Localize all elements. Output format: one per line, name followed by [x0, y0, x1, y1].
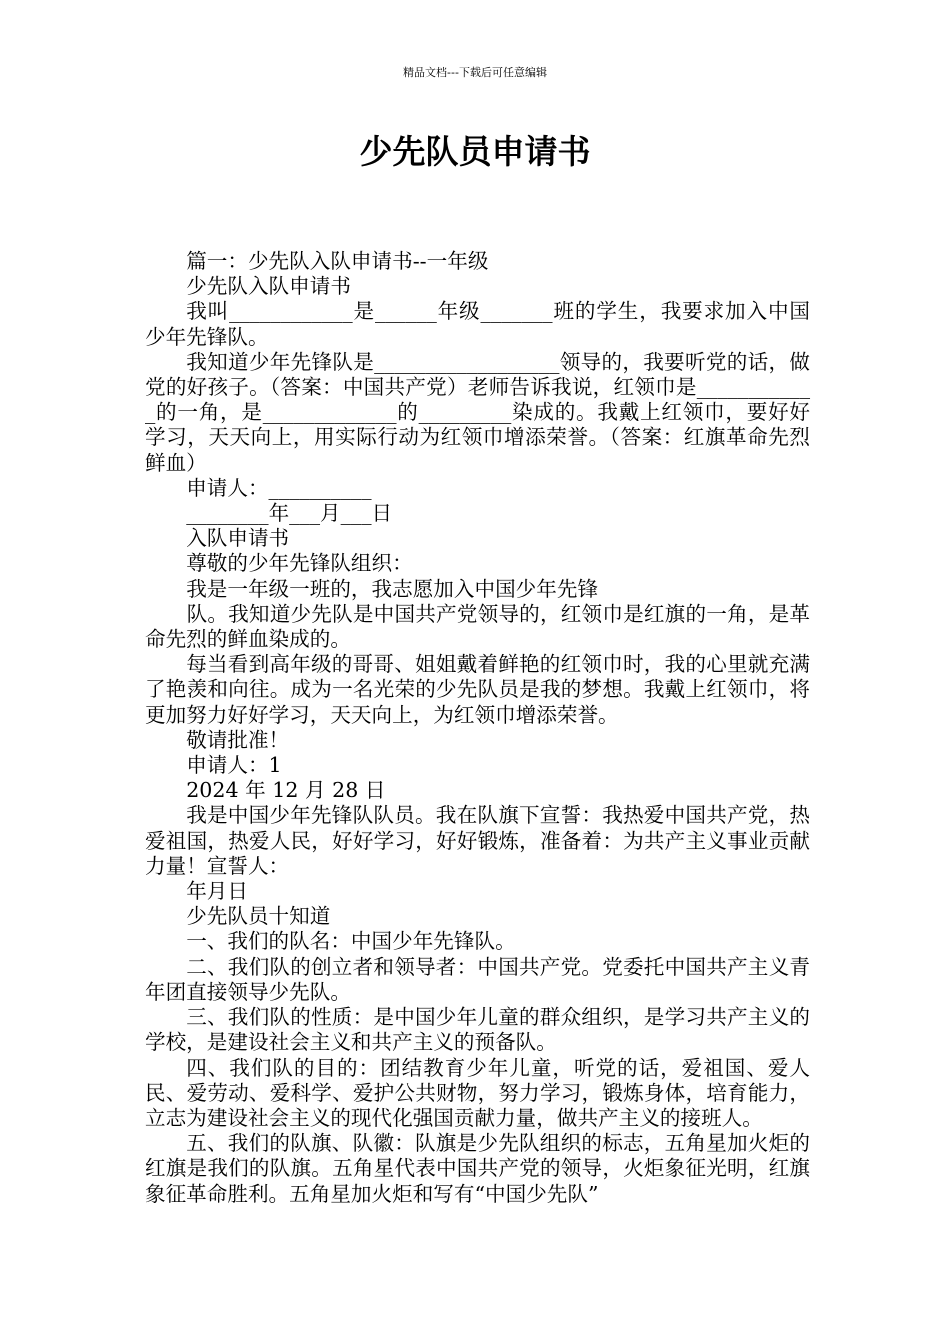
paragraph-form-date: ________年___月___日 — [186, 501, 393, 526]
paragraph-ten-facts-heading: 少先队员十知道 — [186, 904, 331, 929]
paragraph-fact-4: 四、我们队的目的：团结教育少年儿童，听党的话，爱祖国、爱人民、爱劳动、爱科学、爱护公共财物，努力学习，锻炼身体，培育能力，立志为建设社会主义的现代化强国贡献力量，做共产主义的接班人。 — [145, 1055, 810, 1130]
paragraph-form-title: 少先队入队申请书 — [186, 274, 351, 299]
page-header: 精品文档---下载后可任意编辑 — [403, 66, 547, 79]
paragraph-letter-intro: 我是一年级一班的，我志愿加入中国少年先锋 — [186, 576, 599, 601]
paragraph-form-intro: 我叫____________是______年级_______班的学生，我要求加入中国少年先锋队。 — [145, 299, 810, 349]
paragraph-oath-date: 年月日 — [186, 879, 248, 904]
paragraph-fact-2: 二、我们队的创立者和领导者：中国共产党。党委托中国共产主义青年团直接领导少先队。 — [145, 954, 810, 1004]
paragraph-letter-date: 2024 年 12 月 28 日 — [186, 778, 386, 803]
paragraph-section-heading: 篇一：少先队入队申请书--一年级 — [186, 249, 489, 273]
paragraph-letter-aspiration: 每当看到高年级的哥哥、姐姐戴着鲜艳的红领巾时，我的心里就充满了艳羡和向往。成为一名光荣的少先队员是我的梦想。我戴上红领巾，将更加努力好好学习，天天向上，为红领巾增添荣誉。 — [145, 652, 810, 727]
paragraph-fact-5: 五、我们的队旗、队徽：队旗是少先队组织的标志，五角星加火炬的红旗是我们的队旗。五角星代表中国共产党的领导，火炬象征光明，红旗象征革命胜利。五角星加火炬和写有“中国少先队” — [145, 1131, 810, 1206]
paragraph-letter-closing: 敬请批准！ — [186, 727, 290, 752]
paragraph-form-applicant: 申请人：__________ — [186, 475, 372, 500]
paragraph-form-knowledge: 我知道少年先锋队是__________________领导的，我要听党的话，做党的好孩子。（答案：中国共产党）老师告诉我说，红领巾是____________的一角，是_____________的_________染成的。我戴上红领巾，要好好学习，天天向上，用实际行动为红领巾增添荣誉。（答案：红旗革命先烈鲜血） — [145, 349, 810, 475]
paragraph-letter-title: 入队申请书 — [186, 526, 290, 551]
document-title: 少先队员申请书 — [359, 132, 591, 171]
paragraph-letter-knowledge: 队。我知道少先队是中国共产党领导的，红领巾是红旗的一角，是革命先烈的鲜血染成的。 — [145, 601, 810, 652]
paragraph-fact-3: 三、我们队的性质：是中国少年儿童的群众组织，是学习共产主义的学校，是建设社会主义和共产主义的预备队。 — [145, 1005, 810, 1055]
paragraph-oath: 我是中国少年先锋队队员。我在队旗下宣誓：我热爱中国共产党，热爱祖国，热爱人民，好好学习，好好锻炼，准备着：为共产主义事业贡献力量！宣誓人： — [145, 803, 810, 878]
paragraph-fact-1: 一、我们的队名：中国少年先锋队。 — [186, 929, 516, 954]
document-body — [145, 249, 810, 1207]
paragraph-letter-applicant: 申请人：1 — [186, 753, 282, 778]
paragraph-letter-salutation: 尊敬的少年先锋队组织： — [186, 551, 413, 576]
